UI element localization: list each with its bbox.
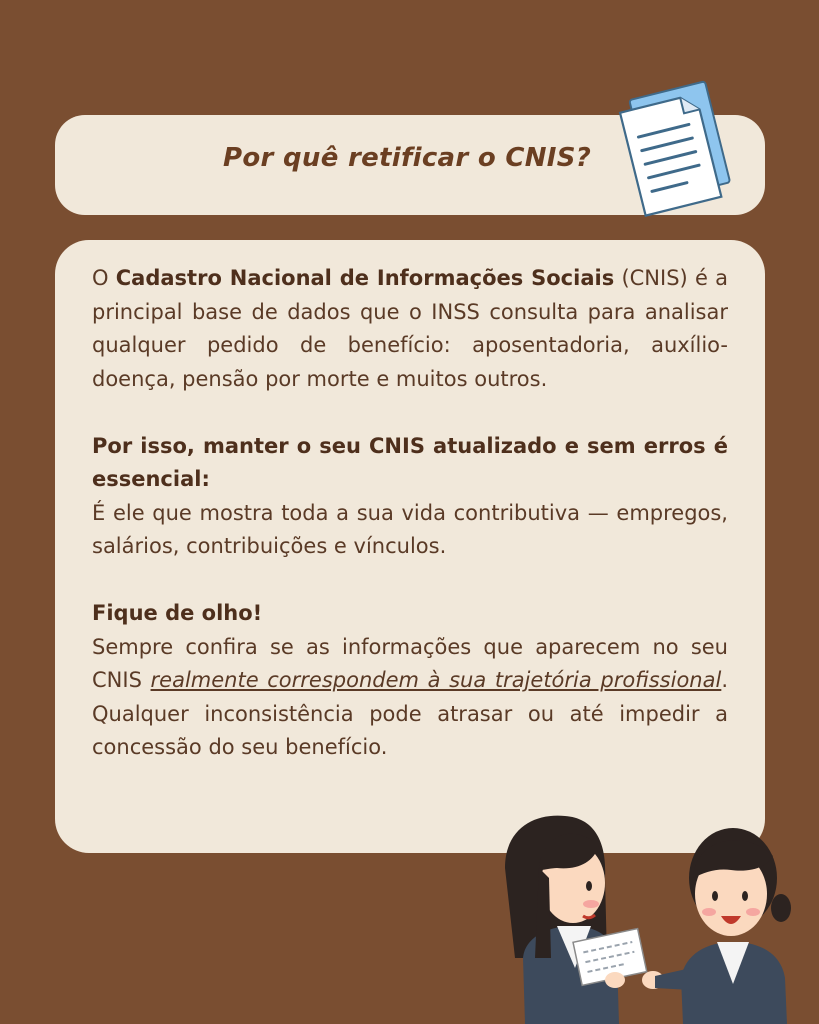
paragraph-importance: [92, 430, 728, 564]
intro-lead: O: [92, 266, 116, 290]
paragraph-warning: [92, 597, 728, 765]
content-text: [92, 262, 728, 765]
importance-body: É ele que mostra toda a sua vida contributiva — empregos, salários, contribuições e vínculos.: [92, 500, 728, 558]
importance-heading: Por isso, manter o seu CNIS atualizado e sem erros é essencial:: [92, 433, 728, 491]
warning-body-after: . Qualquer inconsistência pode atrasar ou até impedir a concessão do seu benefício.: [92, 668, 729, 759]
intro-rest: (CNIS) é a principal base de dados que o INSS consulta para analisar qualquer pedido de benefício: aposentadoria, auxílio-doença, pensão por morte e muitos outros.: [92, 266, 728, 391]
two-businesswomen-illustration: [495, 808, 819, 1024]
document-icon: [612, 72, 742, 222]
paragraph-intro: [92, 262, 728, 396]
content-card: [55, 240, 765, 853]
warning-heading: Fique de olho!: [92, 601, 263, 625]
warning-underlined: realmente correspondem à sua trajetória profissional: [150, 668, 722, 692]
warning-body-before: Sempre confira se as informações que aparecem no seu CNIS: [92, 634, 728, 692]
intro-bold: Cadastro Nacional de Informações Sociais: [115, 266, 615, 290]
page-title: Por quê retificar o CNIS?: [223, 143, 592, 173]
